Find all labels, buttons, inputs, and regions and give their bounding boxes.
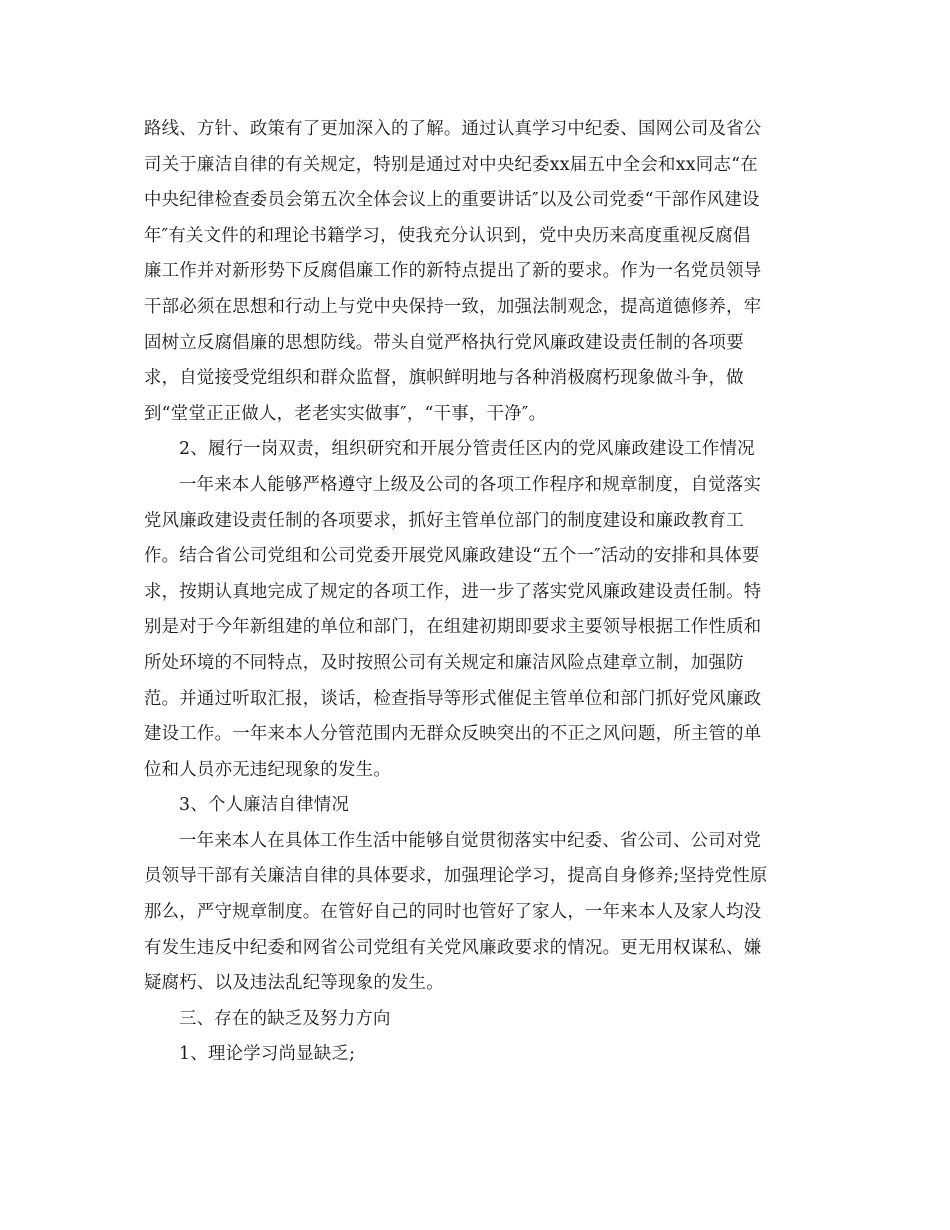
text-line: 别是对于今年新组建的单位和部门，在组建初期即要求主要领导根据工作性质和 (144, 617, 762, 638)
text-line: 作。结合省公司党组和公司党委开展党风廉政建设“五个一″活动的安排和具体要 (144, 546, 760, 567)
text-line: 固树立反腐倡廉的思想防线。带头自觉严格执行党风廉政建设责任制的各项要 (144, 332, 744, 353)
document-page (144, 112, 808, 1073)
text-line: 员领导干部有关廉洁自律的具体要求，加强理论学习，提高自身修养;坚持党性原 (144, 866, 768, 887)
text-line: 司关于廉洁自律的有关规定，特别是通过对中央纪委xx届五中全会和xx同志“在 (144, 154, 758, 175)
text-line: 求，按期认真地完成了规定的各项工作，进一步了落实党风廉政建设责任制。特 (144, 581, 762, 602)
section-heading: 1、理论学习尚显缺乏; (179, 1044, 356, 1065)
text-line: 那么，严守规章制度。在管好自己的同时也管好了家人，一年来本人及家人均没 (144, 902, 762, 923)
text-line: 求，自觉接受党组织和群众监督，旗帜鲜明地与各种消极腐朽现象做斗争，做 (144, 368, 744, 389)
text-line: 干部必须在思想和行动上与党中央保持一致，加强法制观念，提高道德修养，牢 (144, 296, 762, 317)
text-line: 位和人员亦无违纪现象的发生。 (144, 759, 391, 780)
text-line: 范。并通过听取汇报，谈话，检查指导等形式催促主管单位和部门抓好党风廉政 (144, 688, 762, 709)
text-line: 所处环境的不同特点，及时按照公司有关规定和廉洁风险点建章立制，加强防 (144, 652, 744, 673)
text-line: 建设工作。一年来本人分管范围内无群众反映突出的不正之风问题，所主管的单 (144, 724, 762, 745)
text-line: 疑腐朽、以及违法乱纪等现象的发生。 (144, 973, 444, 994)
paragraph-start: 一年来本人能够严格遵守上级及公司的各项工作程序和规章制度，自觉落实 (179, 474, 762, 495)
text-line: 年″有关文件的和理论书籍学习，使我充分认识到，党中央历来高度重视反腐倡 (144, 225, 751, 246)
text-line: 有发生违反中纪委和网省公司党组有关党风廉政要求的情况。更无用权谋私、嫌 (144, 937, 762, 958)
section-heading: 2、履行一岗双责，组织研究和开展分管责任区内的党风廉政建设工作情况 (179, 439, 755, 460)
section-heading: 三、存在的缺乏及努力方向 (179, 1008, 391, 1029)
text-line: 路线、方针、政策有了更加深入的了解。通过认真学习中纪委、国网公司及省公 (144, 119, 762, 139)
text-line: 廉工作并对新形势下反腐倡廉工作的新特点提出了新的要求。作为一名党员领导 (144, 261, 762, 282)
paragraph-start: 一年来本人在具体工作生活中能够自觉贯彻落实中纪委、省公司、公司对党 (179, 830, 762, 851)
text-line: 党风廉政建设责任制的各项要求，抓好主管单位部门的制度建设和廉政教育工 (144, 510, 744, 531)
text-line: 中央纪律检查委员会第五次全体会议上的重要讲话″以及公司党委“干部作风建设 (144, 190, 760, 211)
text-line: 到“堂堂正正做人，老老实实做事″，“干事，干净″。 (144, 403, 547, 424)
section-heading: 3、个人廉洁自律情况 (179, 795, 350, 816)
